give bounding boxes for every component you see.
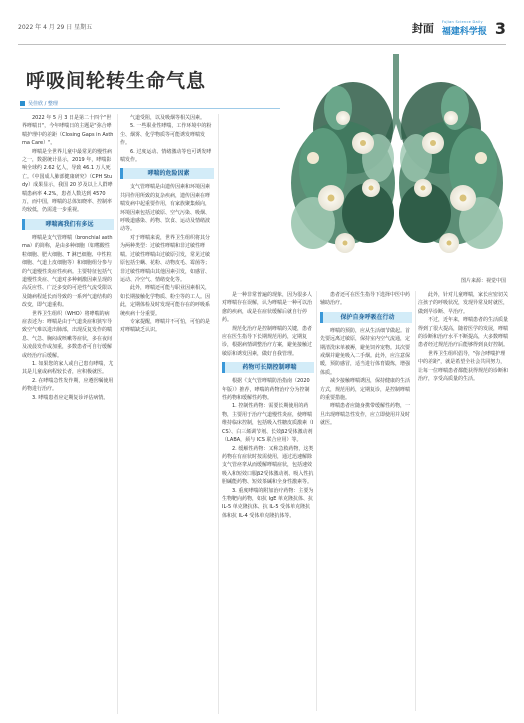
list-item: 5. 一些职业性哮喘，工作环境中的粉尘、烟雾、化学物质等可能诱发哮喘发作。 <box>120 123 212 147</box>
masthead-right <box>412 18 506 38</box>
list-item: 2. 在哮喘急性发作期，应遵医嘱使用药物进行治疗。 <box>22 377 114 393</box>
list-item: 1. 如果您的家人或自己患有哮喘，尤其是儿童或病程较长者，应积极就医。 <box>22 360 114 376</box>
list-item: 1. 控制性药物：需要长期使用的药物，主要用于治疗气道慢性炎症，使哮喘维持临床控制，包括吸入性糖皮质激素（ICS）、白三烯调节剂、长效β2受体激动剂（LABA，须与 ICS 联合应用）等。 <box>222 403 314 444</box>
subheading-risk-factors: 哮喘的危险因素 <box>120 168 214 179</box>
paragraph: 根据《支气管哮喘防治指南（2020年版）》推荐，哮喘的药物治疗分为控制性药物和缓解性药物。 <box>222 378 310 402</box>
byline-divider <box>20 108 280 109</box>
article-column-5 <box>418 291 508 711</box>
column-divider <box>316 291 317 711</box>
column-divider <box>415 291 416 711</box>
paragraph: 2022 年 5 月 3 日是第二十四个"世界哮喘日"，今年哮喘日的主题是"弥合哮喘护理中的差距（Closing Gaps in Asthma Care）"。 <box>22 115 114 147</box>
byline-square-icon <box>20 101 25 106</box>
article-column-2 <box>120 114 214 714</box>
paragraph: 对于哮喘来说，世界卫生组织将其分为两种类型：过敏性哮喘和非过敏性哮喘。过敏性哮喘由过敏原引发，常见过敏原包括尘螨、花粉、动物皮毛、霉菌等；非过敏性哮喘由其他因素引发，如感冒、运动、冷空气、情绪变化等。 <box>120 234 211 283</box>
header-divider <box>18 44 506 45</box>
subheading-protect-breathing: 保护自身呼吸在行动 <box>320 312 412 323</box>
lung-flower-illustration <box>283 48 509 273</box>
page-number: 3 <box>494 18 506 38</box>
paragraph: 规范化治疗是控制哮喘的关键，患者应在医生指导下长期规范用药，定期复诊，根据病情调整治疗方案，避免接触过敏原和诱发因素，做好自我管理。 <box>222 325 313 357</box>
issue-date: 2022 年 4 月 29 日 星期五 <box>18 24 93 31</box>
paper-name-cn: 福建科学报 <box>441 26 487 37</box>
byline <box>20 100 58 107</box>
paragraph: 哮喘是支气管哮喘（bronchial asthma）的简称，是由多种细胞（如嗜酸性粒细胞、肥大细胞、T 淋巴细胞、中性粒细胞、气道上皮细胞等）和细胞组分参与的气道慢性炎症性疾病。主要特征包括气道慢性炎症、气道对多种刺激因素呈现的高反应性、广泛多变的可逆性气流受限以及随病程延长而导致的一系列气道结构的改变，即气道重构。 <box>22 234 113 309</box>
paragraph: 专家提醒，哮喘并不可怕，可怕的是对哮喘缺乏认识。 <box>120 318 211 334</box>
paragraph: 减少接触哮喘诱因，保持健康的生活方式，规范用药，定期复诊，是控制哮喘的重要措施。 <box>320 378 411 402</box>
column-divider <box>117 114 118 714</box>
byline-text: 吴佳欣 / 整理 <box>28 101 58 107</box>
paragraph: 世界卫生组织倡导，"弥合哮喘护理中的差距"，就是希望全社会共同努力，让每一位哮喘患者都能获得规范的诊断和治疗，享受高质量的生活。 <box>418 350 508 383</box>
article-column-1 <box>22 114 114 714</box>
subheading-drug-control: 药物可长期控制哮喘 <box>222 362 314 373</box>
paragraph: 此外，针对儿童哮喘，家长应密切关注孩子的呼吸状况，发现异常及时就医，做到早诊断、早治疗。 <box>418 292 508 315</box>
list-item: 3. 哮喘患者应定期复诊评估病情。 <box>32 394 109 401</box>
paragraph: 不过，近年来，哮喘患者的生活质量得到了很大提高，随着医学的发展，哮喘的诊断和治疗水平不断提高，大多数哮喘患者经过规范治疗后能够得到良好控制。 <box>418 317 508 349</box>
paper-name-en: FuJian Science Daily <box>441 19 483 24</box>
paragraph: 此外，哮喘还可能与职业因素相关，如长期接触化学物质、粉尘等的工人。因此，定期体检及时发现可能存在的呼吸系统疾病十分重要。 <box>120 285 211 317</box>
right-lung <box>399 82 503 249</box>
subheading-asthma-distance: 哮喘离我们有多远 <box>22 219 114 230</box>
paragraph: 患者还可在医生指导下选择中医中药辅助治疗。 <box>320 292 411 307</box>
article-column-4 <box>320 291 412 711</box>
left-lung <box>291 82 395 249</box>
paragraph: 气道受阻，以及吸烟等相关因素。 <box>130 115 206 121</box>
paragraph: 支气管哮喘是由遗传因素和环境因素共同作用所致的复杂疾病，遗传因素在哮喘发病中起重要作用，有家族聚集倾向，环境因素包括过敏原、空气污染、吸烟、呼吸道感染、药物、饮食、运动及情绪波动等。 <box>120 184 211 233</box>
column-divider <box>218 114 219 714</box>
photo-credit: 图片来源：视觉中国 <box>460 278 506 284</box>
paper-logo <box>442 20 487 37</box>
paragraph: 哮喘的预防，应从生活细节做起。首先要远离过敏原，保持室内空气流通，定期清洗床单被褥，避免饲养宠物。其次要戒烟并避免吸入二手烟。此外，应注意保暖，预防感冒，适当进行体育锻炼，增强体质。 <box>320 327 411 376</box>
paragraph: 世界卫生组织（WHO）将哮喘的病症表述为：哮喘是由于气道炎症和狭窄导致空气难以进出肺部，出现反复发作的喘息、气急、胸闷或咳嗽等症状，多在夜间及凌晨发作或加重，多数患者可自行缓解或经治疗后缓解。 <box>22 310 113 359</box>
section-label: 封面 <box>411 22 434 35</box>
paragraph: 哮喘是全世界儿童中最常见的慢性病之一，数据统计显示，2019 年，哮喘影响全球约 2.62 亿人，导致 46.1 万人死亡。《中国成人肺部健康研究》（CPH Study）成果显示，我国 20 岁及以上人群哮喘患病率 4.2%，患者人数达到 4570 万，而中国，哮喘的总体知晓率、控制率均较低，仍需进一步重视。 <box>22 148 113 214</box>
article-column-3 <box>222 291 314 711</box>
paragraph: 是一种非常普遍的现象，因为很多人对哮喘存在误解，认为哮喘是一种可以治愈的疾病，或是在症状缓解后就自行停药。 <box>222 292 313 324</box>
list-item: 6. 过度运动、情绪激动等也可诱发哮喘发作。 <box>120 148 212 164</box>
list-item: 2. 缓解性药物：又称急救药物，这类药物在有症状时按需使用，通过迅速解除支气管痉挛从而缓解哮喘症状，包括速效吸入和短效口服β2受体激动剂、吸入性抗胆碱能药物、短效茶碱和全身性激素等。 <box>222 445 314 486</box>
paragraph: 哮喘患者应随身携带缓解性药物，一旦出现哮喘急性发作，应立即使用并及时就医。 <box>320 403 411 427</box>
list-item: 3. 重度哮喘的附加治疗药物：主要为生物靶向药物，如抗 IgE 单克隆抗体、抗 IL-5 单克隆抗体、抗 IL-5 受体单克隆抗体和抗 IL-4 受体单克隆抗体等。 <box>222 487 314 519</box>
article-title: 呼吸间轮转生命气息 <box>26 70 207 92</box>
